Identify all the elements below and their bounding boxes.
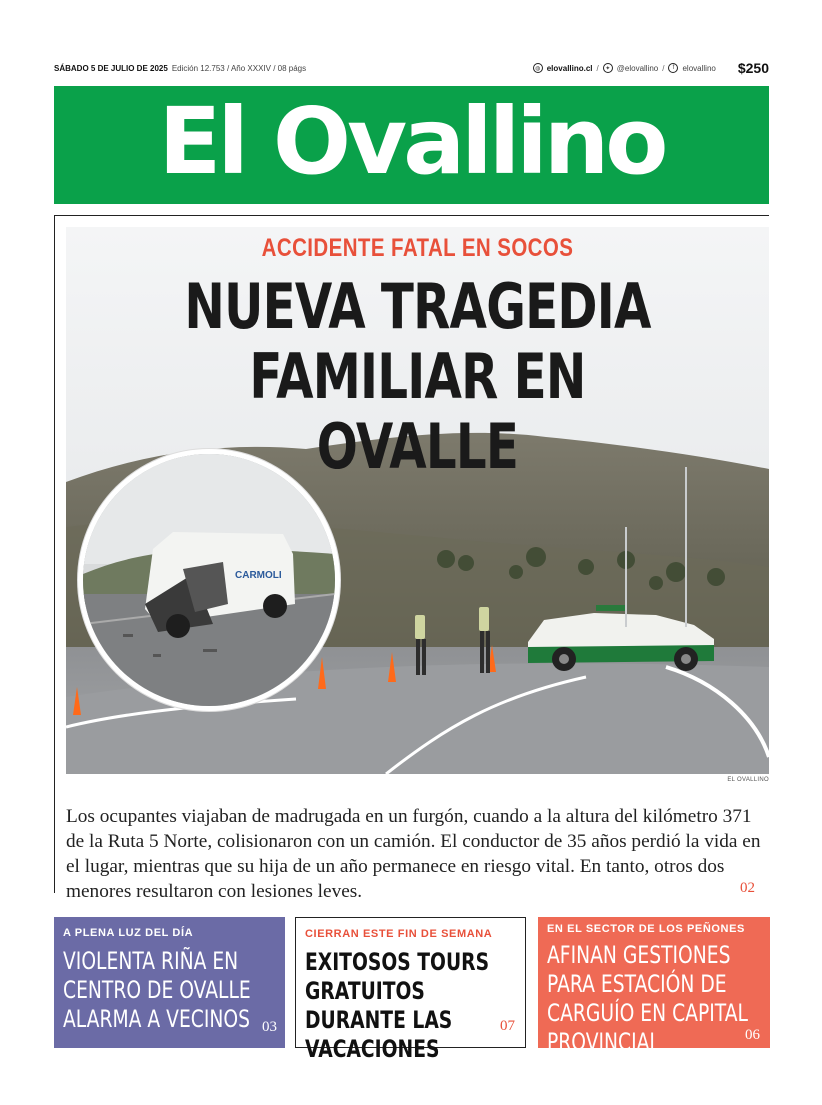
main-headline[interactable] [143, 272, 691, 482]
twitter-icon: ✦ [603, 63, 613, 73]
page-reference: 06 [745, 1027, 760, 1043]
social-links [533, 60, 769, 76]
teaser-title: AFINAN GESTIONES PARA ESTACIÓN DE CARGUÍO EN CAPITAL PROVINCIAL [547, 941, 748, 1056]
inset-photo[interactable] [78, 449, 340, 711]
teaser-title: VIOLENTA RIÑA EN CENTRO DE OVALLE ALARMA A VECINOS [63, 947, 251, 1033]
facebook-handle[interactable]: elovallino [682, 63, 716, 73]
frame-divider [54, 215, 769, 216]
twitter-handle[interactable]: @elovallino [616, 63, 659, 73]
cover-price: $250 [737, 60, 769, 76]
teaser-kicker: A PLENA LUZ DEL DÍA [63, 927, 194, 939]
page-reference[interactable]: 02 [740, 880, 755, 896]
teaser-box[interactable] [295, 917, 526, 1063]
headline-line: NUEVA TRAGEDIA [184, 270, 651, 343]
edition-info: Edición 12.753 / Año XXXIV / 08 págs [171, 63, 307, 73]
teaser-title: EXITOSOS TOURS GRATUITOS DURANTE LAS VACACIONES [305, 948, 490, 1063]
photo-credit: EL OVALLINO [727, 777, 769, 783]
globe-icon: ◍ [533, 63, 543, 73]
frame-divider [54, 215, 55, 893]
page-reference: 07 [500, 1018, 515, 1034]
issue-date: SÁBADO 5 DE JULIO DE 2025 [54, 63, 168, 73]
teaser-box[interactable] [538, 917, 770, 1056]
facebook-icon: f [668, 63, 678, 73]
top-bar [54, 60, 769, 76]
separator: / [662, 63, 665, 73]
masthead [54, 86, 769, 204]
website-link[interactable]: elovallino.cl [546, 63, 593, 73]
headline-line: FAMILIAR EN OVALLE [249, 340, 586, 483]
teaser-kicker: CIERRAN ESTE FIN DE SEMANA [305, 928, 493, 940]
newspaper-logo[interactable]: El Ovallino [158, 88, 665, 195]
crashed-van-illustration [83, 454, 335, 706]
teaser-kicker: EN EL SECTOR DE LOS PEÑONES [547, 923, 745, 935]
main-story-body: Los ocupantes viajaban de madrugada en un furgón, cuando a la altura del kilómetro 371 de la Ruta 5 Norte, colisionaron con un camión. El conductor de 35 años perdió la vida en el lugar, mientras que su hija de un año permanece en riesgo vital. En tanto, otros dos menores resultaron con lesiones leves. [66, 806, 761, 902]
page-reference: 03 [262, 1019, 277, 1035]
teaser-box[interactable] [54, 917, 285, 1048]
van-logo-text: CARMOLI [235, 570, 282, 581]
main-kicker: ACCIDENTE FATAL EN SOCOS [261, 234, 574, 262]
separator: / [596, 63, 599, 73]
